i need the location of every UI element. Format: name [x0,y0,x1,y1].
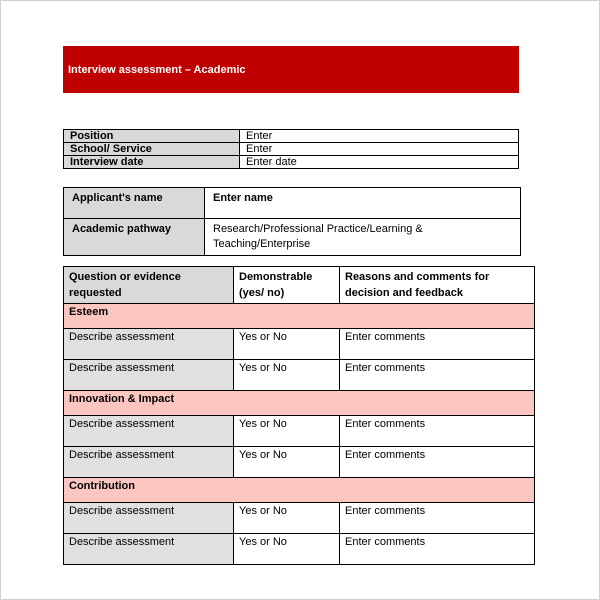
question-cell: Describe assessment [64,360,234,391]
question-cell: Describe assessment [64,534,234,565]
section-row-innovation-impact [64,391,535,416]
academic-pathway-row [64,219,521,256]
section-title: Contribution [64,478,535,503]
demonstrable-cell[interactable]: Yes or No [234,447,340,478]
school-service-row [64,143,519,156]
document-title: Interview assessment – Academic [68,63,246,76]
applicant-name-row [64,188,521,219]
assessment-row [64,329,535,360]
comments-cell[interactable]: Enter comments [340,329,535,360]
comments-cell[interactable]: Enter comments [340,534,535,565]
position-label: Position [64,130,240,143]
section-title: Esteem [64,304,535,329]
interview-date-label: Interview date [64,156,240,169]
details-table [63,129,519,169]
demonstrable-cell[interactable]: Yes or No [234,534,340,565]
interview-date-value[interactable]: Enter date [240,156,519,169]
applicant-table [63,187,521,256]
comments-cell[interactable]: Enter comments [340,416,535,447]
academic-pathway-label: Academic pathway [64,219,205,256]
comments-cell[interactable]: Enter comments [340,447,535,478]
school-service-value[interactable]: Enter [240,143,519,156]
assessment-row [64,503,535,534]
comments-cell[interactable]: Enter comments [340,360,535,391]
question-header: Question or evidence requested [64,267,234,304]
demonstrable-header: Demonstrable (yes/ no) [234,267,340,304]
demonstrable-cell[interactable]: Yes or No [234,329,340,360]
academic-pathway-value[interactable]: Research/Professional Practice/Learning & Teaching/Enterprise [205,219,521,256]
assessment-row [64,447,535,478]
assessment-row [64,360,535,391]
applicant-name-label: Applicant's name [64,188,205,219]
reasons-header: Reasons and comments for decision and feedback [340,267,535,304]
title-banner [63,46,519,93]
section-row-contribution [64,478,535,503]
question-cell: Describe assessment [64,329,234,360]
question-cell: Describe assessment [64,416,234,447]
applicant-name-value[interactable]: Enter name [205,188,521,219]
assessment-row [64,534,535,565]
comments-cell[interactable]: Enter comments [340,503,535,534]
assessment-table [63,266,535,565]
position-row [64,130,519,143]
demonstrable-cell[interactable]: Yes or No [234,503,340,534]
section-title: Innovation & Impact [64,391,535,416]
assessment-row [64,416,535,447]
question-cell: Describe assessment [64,503,234,534]
question-cell: Describe assessment [64,447,234,478]
demonstrable-cell[interactable]: Yes or No [234,416,340,447]
assessment-header-row [64,267,535,304]
demonstrable-cell[interactable]: Yes or No [234,360,340,391]
interview-date-row [64,156,519,169]
position-value[interactable]: Enter [240,130,519,143]
school-service-label: School/ Service [64,143,240,156]
section-row-esteem [64,304,535,329]
